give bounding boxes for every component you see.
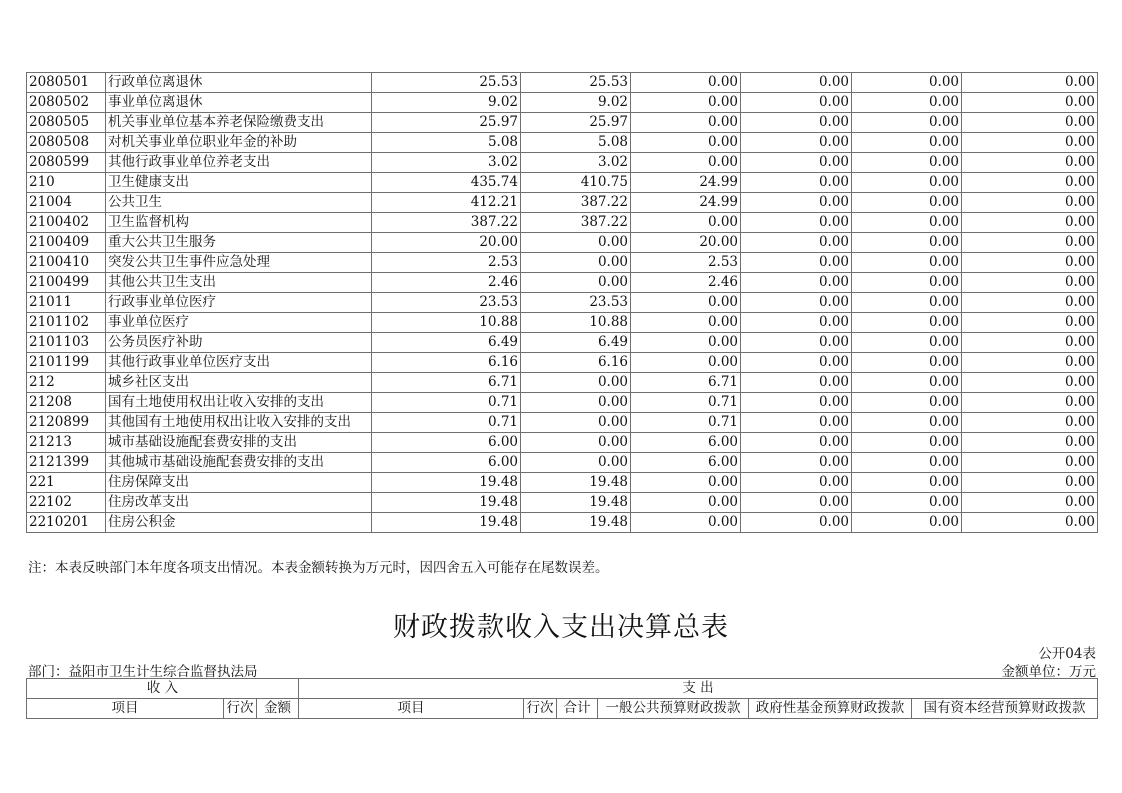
- account-name-cell: 卫生健康支出: [106, 173, 372, 193]
- amount-cell: 0.00: [741, 173, 852, 193]
- expense-total-header: 合计: [557, 699, 598, 719]
- amount-cell: 0.00: [852, 93, 962, 113]
- project-expense-cell: 2.46: [631, 273, 741, 293]
- amount-cell: 0.00: [741, 393, 852, 413]
- table-row: [27, 153, 1098, 173]
- amount-cell: 0.00: [852, 513, 962, 533]
- project-expense-cell: 2.53: [631, 253, 741, 273]
- total-cell: 23.53: [372, 293, 521, 313]
- account-name-cell: 事业单位医疗: [106, 313, 372, 333]
- account-code-cell: 2080508: [27, 133, 106, 153]
- project-expense-cell: 0.00: [631, 93, 741, 113]
- total-cell: 5.08: [372, 133, 521, 153]
- state-capital-budget-header: 国有资本经营预算财政拨款: [912, 699, 1098, 719]
- amount-cell: 0.00: [852, 293, 962, 313]
- amount-cell: 0.00: [962, 333, 1098, 353]
- project-expense-cell: 0.00: [631, 293, 741, 313]
- basic-expense-cell: 0.00: [521, 273, 631, 293]
- amount-cell: 0.00: [852, 313, 962, 333]
- total-cell: 10.88: [372, 313, 521, 333]
- total-cell: 19.48: [372, 473, 521, 493]
- amount-cell: 0.00: [852, 133, 962, 153]
- account-code-cell: 212: [27, 373, 106, 393]
- income-row-header: 行次: [224, 699, 257, 719]
- total-cell: 6.71: [372, 373, 521, 393]
- amount-cell: 0.00: [962, 413, 1098, 433]
- amount-cell: 0.00: [962, 213, 1098, 233]
- amount-cell: 0.00: [741, 193, 852, 213]
- account-code-cell: 21011: [27, 293, 106, 313]
- table-row: [27, 473, 1098, 493]
- amount-cell: 0.00: [852, 393, 962, 413]
- amount-cell: 0.00: [962, 93, 1098, 113]
- amount-cell: 0.00: [962, 473, 1098, 493]
- account-name-cell: 其他公共卫生支出: [106, 273, 372, 293]
- amount-cell: 0.00: [741, 353, 852, 373]
- basic-expense-cell: 25.97: [521, 113, 631, 133]
- account-code-cell: 21213: [27, 433, 106, 453]
- table-row: [27, 213, 1098, 233]
- project-expense-cell: 0.00: [631, 213, 741, 233]
- total-cell: 387.22: [372, 213, 521, 233]
- total-cell: 20.00: [372, 233, 521, 253]
- amount-cell: 0.00: [741, 493, 852, 513]
- basic-expense-cell: 0.00: [521, 433, 631, 453]
- account-name-cell: 其他城市基础设施配套费安排的支出: [106, 453, 372, 473]
- account-code-cell: 2080505: [27, 113, 106, 133]
- amount-cell: 0.00: [741, 313, 852, 333]
- amount-cell: 0.00: [852, 433, 962, 453]
- account-name-cell: 其他国有土地使用权出让收入安排的支出: [106, 413, 372, 433]
- basic-expense-cell: 19.48: [521, 513, 631, 533]
- basic-expense-cell: 3.02: [521, 153, 631, 173]
- total-cell: 25.53: [372, 73, 521, 93]
- total-cell: 19.48: [372, 513, 521, 533]
- amount-cell: 0.00: [741, 233, 852, 253]
- amount-cell: 0.00: [852, 73, 962, 93]
- amount-cell: 0.00: [962, 513, 1098, 533]
- account-name-cell: 国有土地使用权出让收入安排的支出: [106, 393, 372, 413]
- account-name-cell: 公务员医疗补助: [106, 333, 372, 353]
- summary-header-table: [26, 678, 1098, 719]
- amount-cell: 0.00: [962, 193, 1098, 213]
- income-amount-header: 金额: [257, 699, 299, 719]
- page-title: 财政拨款收入支出决算总表: [393, 612, 729, 643]
- basic-expense-cell: 0.00: [521, 253, 631, 273]
- amount-cell: 0.00: [962, 293, 1098, 313]
- basic-expense-cell: 23.53: [521, 293, 631, 313]
- table-row: [27, 73, 1098, 93]
- amount-cell: 0.00: [741, 113, 852, 133]
- amount-cell: 0.00: [741, 373, 852, 393]
- total-cell: 2.46: [372, 273, 521, 293]
- account-code-cell: 2100410: [27, 253, 106, 273]
- account-code-cell: 2101199: [27, 353, 106, 373]
- project-expense-cell: 0.00: [631, 153, 741, 173]
- amount-cell: 0.00: [962, 133, 1098, 153]
- amount-cell: 0.00: [852, 193, 962, 213]
- amount-cell: 0.00: [852, 453, 962, 473]
- table-row: [27, 293, 1098, 313]
- account-code-cell: 2080599: [27, 153, 106, 173]
- table-row: [27, 373, 1098, 393]
- basic-expense-cell: 9.02: [521, 93, 631, 113]
- amount-cell: 0.00: [852, 273, 962, 293]
- amount-cell: 0.00: [962, 373, 1098, 393]
- project-expense-cell: 0.00: [631, 473, 741, 493]
- basic-expense-cell: 5.08: [521, 133, 631, 153]
- table-row: [27, 433, 1098, 453]
- gov-fund-budget-header: 政府性基金预算财政拨款: [749, 699, 912, 719]
- project-expense-cell: 0.00: [631, 333, 741, 353]
- basic-expense-cell: 387.22: [521, 193, 631, 213]
- total-cell: 6.00: [372, 433, 521, 453]
- amount-cell: 0.00: [741, 93, 852, 113]
- basic-expense-cell: 6.49: [521, 333, 631, 353]
- project-expense-cell: 0.00: [631, 313, 741, 333]
- account-name-cell: 住房保障支出: [106, 473, 372, 493]
- account-name-cell: 对机关事业单位职业年金的补助: [106, 133, 372, 153]
- table-row: [27, 133, 1098, 153]
- project-expense-cell: 0.00: [631, 73, 741, 93]
- amount-cell: 0.00: [962, 433, 1098, 453]
- basic-expense-cell: 0.00: [521, 393, 631, 413]
- basic-expense-cell: 0.00: [521, 453, 631, 473]
- amount-cell: 0.00: [741, 293, 852, 313]
- amount-cell: 0.00: [741, 153, 852, 173]
- amount-cell: 0.00: [741, 73, 852, 93]
- total-cell: 3.02: [372, 153, 521, 173]
- total-cell: 435.74: [372, 173, 521, 193]
- table-row: [27, 173, 1098, 193]
- amount-cell: 0.00: [962, 273, 1098, 293]
- amount-cell: 0.00: [852, 373, 962, 393]
- amount-cell: 0.00: [962, 173, 1098, 193]
- amount-cell: 0.00: [741, 333, 852, 353]
- total-cell: 0.71: [372, 393, 521, 413]
- basic-expense-cell: 19.48: [521, 493, 631, 513]
- account-code-cell: 2121399: [27, 453, 106, 473]
- amount-cell: 0.00: [852, 113, 962, 133]
- project-expense-cell: 0.00: [631, 493, 741, 513]
- account-name-cell: 其他行政事业单位医疗支出: [106, 353, 372, 373]
- basic-expense-cell: 0.00: [521, 373, 631, 393]
- amount-cell: 0.00: [852, 493, 962, 513]
- total-cell: 9.02: [372, 93, 521, 113]
- account-code-cell: 2100402: [27, 213, 106, 233]
- amount-cell: 0.00: [741, 213, 852, 233]
- table-row: [27, 453, 1098, 473]
- amount-cell: 0.00: [962, 253, 1098, 273]
- amount-cell: 0.00: [741, 473, 852, 493]
- account-code-cell: 2101102: [27, 313, 106, 333]
- income-item-header: 项目: [27, 699, 224, 719]
- account-code-cell: 2120899: [27, 413, 106, 433]
- account-name-cell: 其他行政事业单位养老支出: [106, 153, 372, 173]
- account-code-cell: 22102: [27, 493, 106, 513]
- total-cell: 19.48: [372, 493, 521, 513]
- basic-expense-cell: 19.48: [521, 473, 631, 493]
- general-budget-header: 一般公共预算财政拨款: [598, 699, 749, 719]
- table-note: 注：本表反映部门本年度各项支出情况。本表金额转换为万元时，因四舍五入可能存在尾数误差。: [28, 560, 609, 576]
- amount-cell: 0.00: [852, 413, 962, 433]
- amount-cell: 0.00: [741, 253, 852, 273]
- account-code-cell: 210: [27, 173, 106, 193]
- account-name-cell: 城市基础设施配套费安排的支出: [106, 433, 372, 453]
- table-row: [27, 393, 1098, 413]
- account-code-cell: 2210201: [27, 513, 106, 533]
- expenditure-detail-table: [26, 72, 1098, 533]
- amount-unit-label: 金额单位：万元: [1001, 664, 1096, 680]
- amount-cell: 0.00: [741, 513, 852, 533]
- form-code: 公开04表: [1038, 646, 1096, 662]
- basic-expense-cell: 387.22: [521, 213, 631, 233]
- total-cell: 6.00: [372, 453, 521, 473]
- project-expense-cell: 6.00: [631, 433, 741, 453]
- amount-cell: 0.00: [962, 493, 1098, 513]
- account-name-cell: 机关事业单位基本养老保险缴费支出: [106, 113, 372, 133]
- project-expense-cell: 6.00: [631, 453, 741, 473]
- basic-expense-cell: 0.00: [521, 233, 631, 253]
- total-cell: 25.97: [372, 113, 521, 133]
- project-expense-cell: 0.00: [631, 133, 741, 153]
- amount-cell: 0.00: [741, 133, 852, 153]
- table-row: [27, 273, 1098, 293]
- project-expense-cell: 0.00: [631, 113, 741, 133]
- expense-item-header: 项目: [299, 699, 524, 719]
- amount-cell: 0.00: [741, 453, 852, 473]
- amount-cell: 0.00: [962, 73, 1098, 93]
- amount-cell: 0.00: [962, 393, 1098, 413]
- account-name-cell: 事业单位离退休: [106, 93, 372, 113]
- table-row: [27, 253, 1098, 273]
- project-expense-cell: 0.00: [631, 353, 741, 373]
- amount-cell: 0.00: [852, 253, 962, 273]
- table-row: [27, 353, 1098, 373]
- amount-cell: 0.00: [962, 453, 1098, 473]
- account-name-cell: 公共卫生: [106, 193, 372, 213]
- project-expense-cell: 0.00: [631, 513, 741, 533]
- total-cell: 0.71: [372, 413, 521, 433]
- account-code-cell: 221: [27, 473, 106, 493]
- amount-cell: 0.00: [852, 233, 962, 253]
- department-label: 部门：益阳市卫生计生综合监督执法局: [28, 664, 258, 680]
- table-row: [27, 93, 1098, 113]
- amount-cell: 0.00: [852, 153, 962, 173]
- amount-cell: 0.00: [852, 353, 962, 373]
- table-row: [27, 333, 1098, 353]
- basic-expense-cell: 10.88: [521, 313, 631, 333]
- amount-cell: 0.00: [852, 173, 962, 193]
- account-name-cell: 住房改革支出: [106, 493, 372, 513]
- amount-cell: 0.00: [741, 413, 852, 433]
- income-header: 收 入: [27, 679, 299, 699]
- table-row: [27, 113, 1098, 133]
- table-row: [27, 313, 1098, 333]
- amount-cell: 0.00: [962, 153, 1098, 173]
- table-row: [27, 233, 1098, 253]
- project-expense-cell: 0.71: [631, 393, 741, 413]
- project-expense-cell: 20.00: [631, 233, 741, 253]
- project-expense-cell: 6.71: [631, 373, 741, 393]
- amount-cell: 0.00: [741, 433, 852, 453]
- account-code-cell: 21208: [27, 393, 106, 413]
- total-cell: 412.21: [372, 193, 521, 213]
- basic-expense-cell: 0.00: [521, 413, 631, 433]
- amount-cell: 0.00: [962, 353, 1098, 373]
- table-row: [27, 413, 1098, 433]
- expense-row-header: 行次: [524, 699, 557, 719]
- table-row: [27, 513, 1098, 533]
- amount-cell: 0.00: [962, 313, 1098, 333]
- account-name-cell: 卫生监督机构: [106, 213, 372, 233]
- account-code-cell: 21004: [27, 193, 106, 213]
- account-code-cell: 2080501: [27, 73, 106, 93]
- amount-cell: 0.00: [962, 233, 1098, 253]
- amount-cell: 0.00: [962, 113, 1098, 133]
- account-code-cell: 2101103: [27, 333, 106, 353]
- account-code-cell: 2080502: [27, 93, 106, 113]
- basic-expense-cell: 410.75: [521, 173, 631, 193]
- amount-cell: 0.00: [852, 333, 962, 353]
- expense-header: 支 出: [299, 679, 1098, 699]
- account-name-cell: 突发公共卫生事件应急处理: [106, 253, 372, 273]
- account-name-cell: 行政事业单位医疗: [106, 293, 372, 313]
- total-cell: 6.16: [372, 353, 521, 373]
- amount-cell: 0.00: [741, 273, 852, 293]
- amount-cell: 0.00: [852, 213, 962, 233]
- total-cell: 2.53: [372, 253, 521, 273]
- account-name-cell: 行政单位离退休: [106, 73, 372, 93]
- account-name-cell: 重大公共卫生服务: [106, 233, 372, 253]
- project-expense-cell: 0.71: [631, 413, 741, 433]
- table-row: [27, 493, 1098, 513]
- account-code-cell: 2100409: [27, 233, 106, 253]
- project-expense-cell: 24.99: [631, 173, 741, 193]
- basic-expense-cell: 25.53: [521, 73, 631, 93]
- table-row: [27, 193, 1098, 213]
- account-name-cell: 城乡社区支出: [106, 373, 372, 393]
- basic-expense-cell: 6.16: [521, 353, 631, 373]
- total-cell: 6.49: [372, 333, 521, 353]
- project-expense-cell: 24.99: [631, 193, 741, 213]
- account-name-cell: 住房公积金: [106, 513, 372, 533]
- account-code-cell: 2100499: [27, 273, 106, 293]
- amount-cell: 0.00: [852, 473, 962, 493]
